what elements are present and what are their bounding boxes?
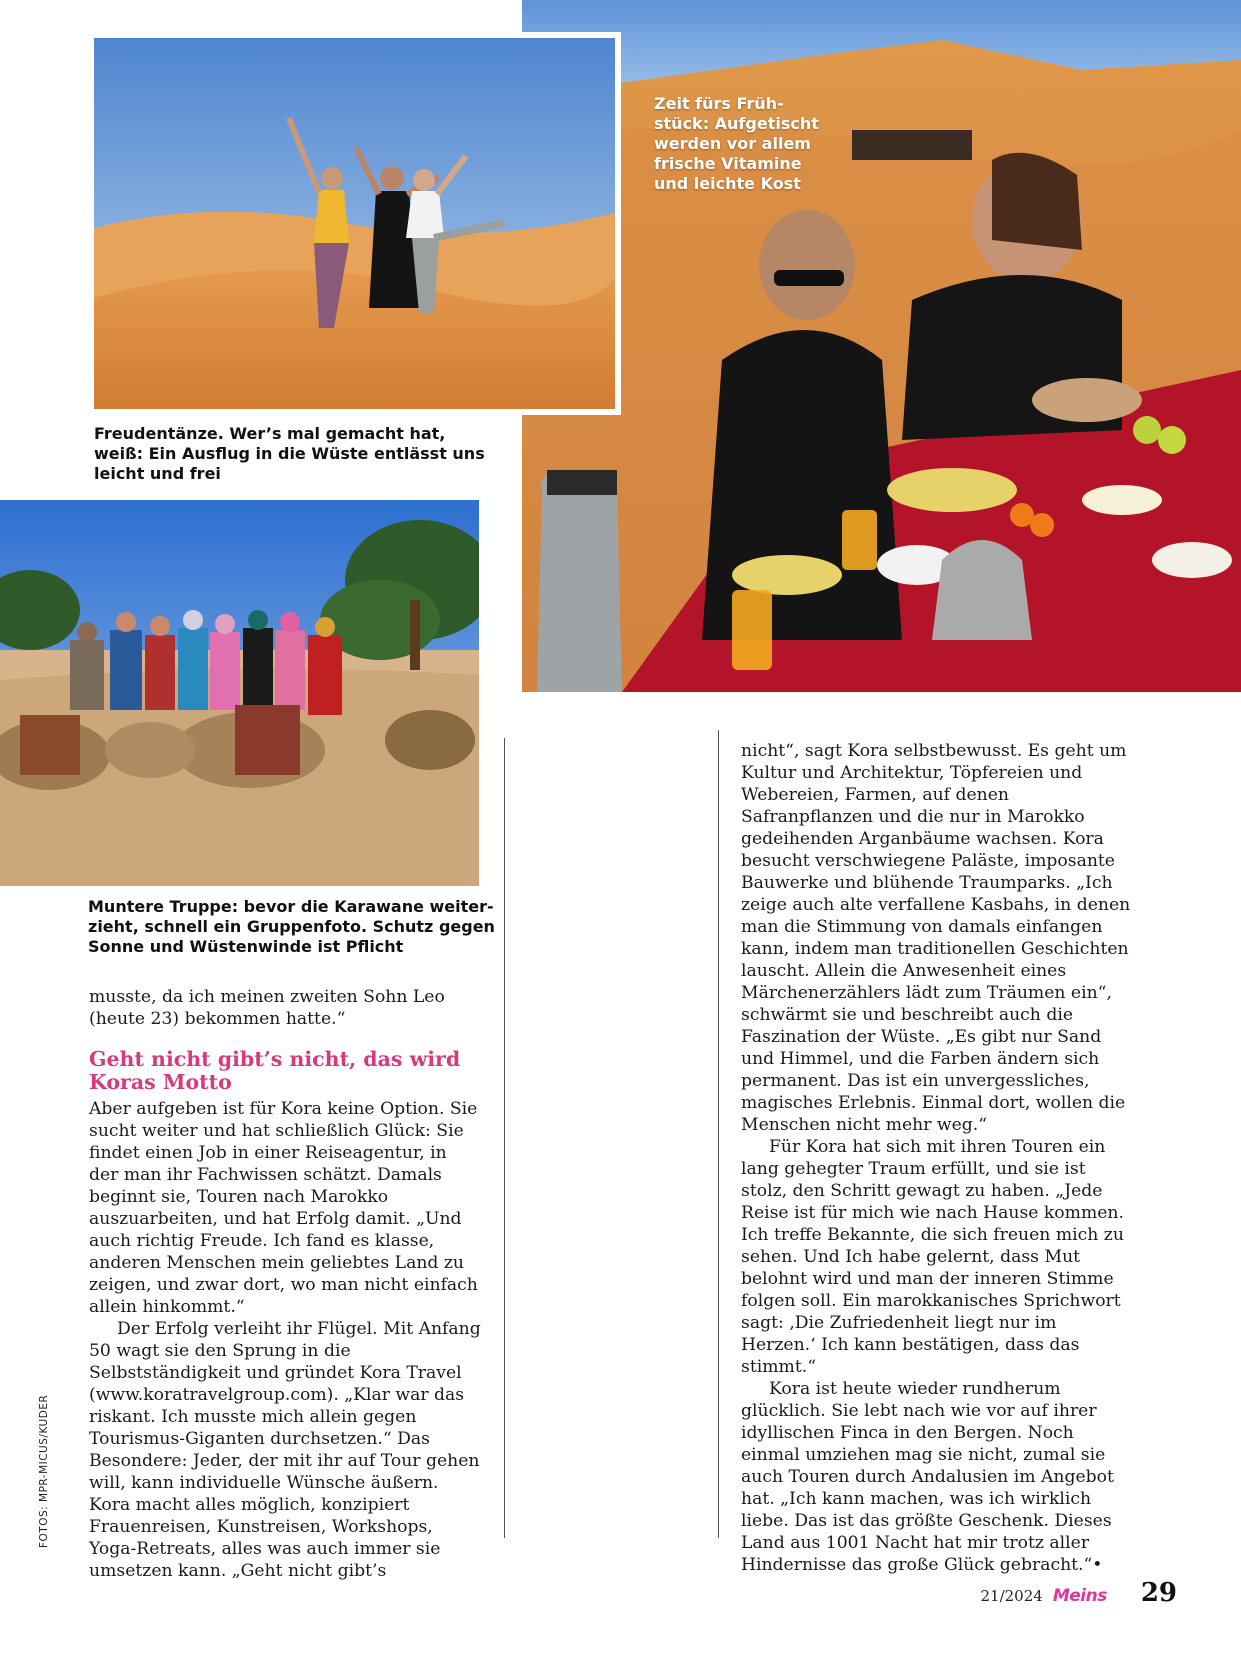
group-photo-image [0, 500, 479, 886]
article-subhead: Geht nicht gibt’s nicht, das wird Koras Motto [89, 1047, 461, 1094]
article-right-paragraph-2: Für Kora hat sich mit ihren Touren ein lang gehegter Traum erfüllt, und sie ist stolz, den Schritt gewagt zu haben. „Jede Reise ist für mich wie nach Hause kommen. Ich treffe Bekannte, die sich freuen mich zu sehen. Und Ich habe gelernt, dass Mut belohnt wird und man der inneren Stimme folgen soll. Ein marokkanisches Sprichwort sagt: ‚Die Zufriedenheit liegt nur im Herzen.‘ Ich kann bestätigen, dass das stimmt.“ [741, 1137, 1124, 1377]
article-right-paragraph-3: Kora ist heute wieder rundherum glücklich. Sie lebt nach wie vor auf ihrer idyllischen Finca in den Bergen. Noch einmal umziehen mag sie nicht, zumal sie auch Touren durch Andalusien im Angebot hat. „Ich kann machen, was ich wirklich liebe. Das ist das größte Geschenk. Dieses Land aus 1001 Nacht hat mir trotz aller Hindernisse das große Glück gebracht.“• [741, 1379, 1114, 1575]
column-rule-right [718, 730, 719, 1538]
brand-logo: Meins [1052, 1586, 1107, 1606]
dance-photo-image [94, 38, 615, 409]
breakfast-caption: Zeit fürs Früh- stück: Aufgetischt werden vor allem frische Vitamine und leichte Kost [654, 94, 819, 193]
article-left-intro: musste, da ich meinen zweiten Sohn Leo (heute 23) bekommen hatte.“ [89, 987, 445, 1029]
issue-number: 21/2024 [980, 1587, 1043, 1605]
group-caption: Muntere Truppe: bevor die Karawane weiter- zieht, schnell ein Gruppenfoto. Schutz gegen Sonne und Wüstenwinde ist Pflicht [88, 897, 495, 956]
group-photo [0, 500, 479, 886]
breakfast-photo-image [522, 0, 1241, 692]
article-right-paragraph-1: nicht“, sagt Kora selbstbewusst. Es geht um Kultur und Architektur, Töpfereien und Webereien, Farmen, auf denen Safranpflanzen und die nur in Marokko gedeihenden Arganbäume wachsen. Kora besucht verschwiegene Paläste, imposante Bauwerke und blühende Traumparks. „Ich zeige auch alte verfallene Kasbahs, in denen man die Stimmung von damals einfangen kann, indem man traditionellen Geschichten lauscht. Allein die Anwesenheit eines Märchenerzählers lädt zum Träumen ein“, schwärmt sie und beschreibt auch die Faszination der Wüste. „Es gibt nur Sand und Himmel, und die Farben ändern sich permanent. Das ist ein unvergessliches, magisches Erlebnis. Einmal dort, wollen die Menschen nicht mehr weg.“ [741, 741, 1131, 1135]
article-left-paragraph-1: Aber aufgeben ist für Kora keine Option. Sie sucht weiter und hat schließlich Glück: Sie findet einen Job in einer Reiseagentur, in der man ihr Fachwissen schätzt. Damals beginnt sie, Touren nach Marokko auszuarbeiten, und hat Erfolg damit. „Und auch richtig Freude. Ich fand es klasse, anderen Menschen mein geliebtes Land zu zeigen, und zwar dort, wo man nicht einfach allein hinkommt.“ [89, 1099, 478, 1317]
article-column-left [89, 986, 481, 1582]
dance-caption: Freudentänze. Wer’s mal gemacht hat, weiß: Ein Ausflug in die Wüste entlässt uns leicht und frei [94, 424, 485, 483]
page-number: 29 [1140, 1578, 1177, 1608]
article-left-paragraph-2: Der Erfolg verleiht ihr Flügel. Mit Anfang 50 wagt sie den Sprung in die Selbstständigkeit und gründet Kora Travel (www.koratravelgroup.com). „Klar war das riskant. Ich musste mich allein gegen Tourismus-Giganten durchsetzen.“ Das Besondere: Jeder, der mit ihr auf Tour gehen will, kann individuelle Wünsche äußern. Kora macht alles möglich, konzipiert Frauenreisen, Kunstreisen, Workshops, Yoga-Retreats, alles was auch immer sie umsetzen kann. „Geht nicht gibt’s [89, 1319, 481, 1581]
dance-photo [88, 32, 621, 415]
breakfast-photo [522, 0, 1241, 692]
photo-credit: FOTOS: MPR-MICUS/KUDER [38, 1394, 50, 1548]
article-column-right [741, 740, 1133, 1576]
column-rule-left [504, 738, 505, 1538]
page-footer [980, 1578, 1177, 1608]
